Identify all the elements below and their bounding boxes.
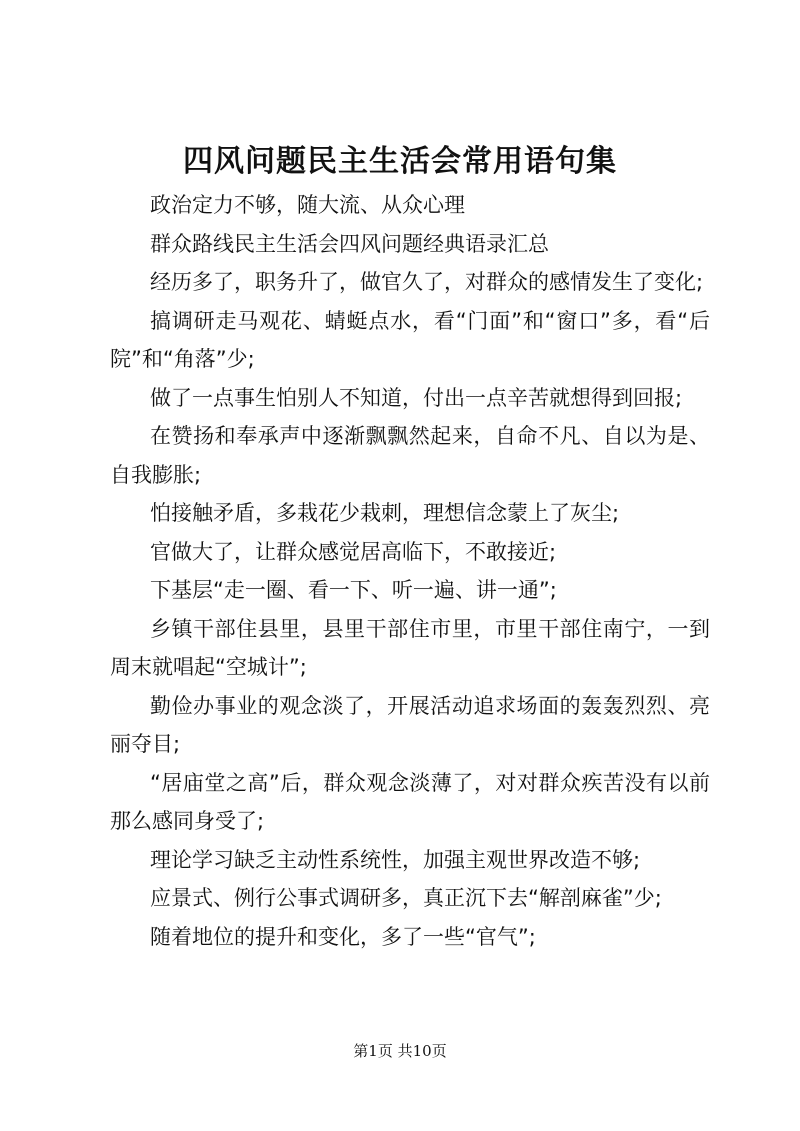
paragraph-8: 官做大了，让群众感觉居高临下，不敢接近;	[150, 539, 557, 564]
paragraph-9: 下基层“走一圈、看一下、听一遍、讲一通”;	[150, 578, 557, 602]
paragraph-2: 群众路线民主生活会四风问题经典语录汇总	[150, 231, 549, 256]
paragraph-5: 做了一点事生怕别人不知道，付出一点辛苦就想得到回报;	[150, 385, 683, 410]
paragraph-11: 勤俭办事业的观念淡了，开展活动追求场面的轰轰烈烈、亮丽夺目;	[110, 693, 710, 756]
paragraph-7: 怕接触矛盾，多栽花少栽刺，理想信念蒙上了灰尘;	[150, 501, 620, 525]
paragraph-1: 政治定力不够，随大流、从众心理	[150, 193, 465, 217]
paragraph-12: “居庙堂之高”后，群众观念淡薄了，对对群众疾苦没有以前那么感同身受了;	[110, 770, 710, 833]
document-body	[110, 186, 710, 956]
page-footer	[0, 1040, 800, 1062]
page-number-label: 第1页 共10页	[353, 1042, 447, 1060]
document-title: 四风问题民主生活会常用语句集	[183, 144, 617, 179]
paragraph-10: 乡镇干部住县里，县里干部住市里，市里干部住南宁，一到周末就唱起“空城计”;	[110, 616, 710, 679]
paragraph-15: 随着地位的提升和变化，多了一些“官气”;	[150, 924, 536, 949]
paragraph-6: 在赞扬和奉承声中逐渐飘飘然起来，自命不凡、自以为是、自我膨胀;	[110, 424, 710, 487]
paragraph-14: 应景式、例行公事式调研多，真正沉下去“解剖麻雀”少;	[150, 886, 662, 910]
paragraph-13: 理论学习缺乏主动性系统性，加强主观世界改造不够;	[150, 847, 641, 872]
paragraph-3: 经历多了，职务升了，做官久了，对群众的感情发生了变化;	[150, 270, 704, 294]
paragraph-4: 搞调研走马观花、蜻蜓点水，看“门面”和“窗口”多，看“后院”和“角落”少;	[110, 308, 710, 371]
